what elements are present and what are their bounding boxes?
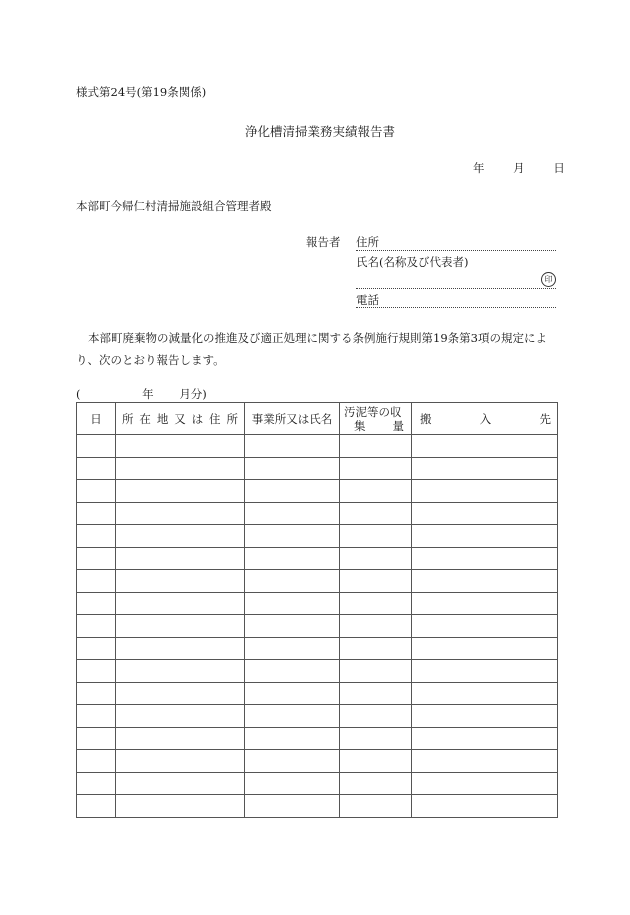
cell-day[interactable]: [77, 457, 116, 480]
cell-destination[interactable]: [412, 615, 558, 638]
cell-sludge-amount[interactable]: [340, 435, 412, 458]
cell-location[interactable]: [116, 480, 245, 503]
cell-destination[interactable]: [412, 570, 558, 593]
cell-sludge-amount[interactable]: [340, 682, 412, 705]
date-month: 月: [513, 161, 525, 175]
table-row: [77, 547, 558, 570]
addressee: 本部町今帰仁村清掃施設組合管理者殿: [76, 199, 272, 213]
table-row: [77, 727, 558, 750]
cell-business-name[interactable]: [245, 772, 340, 795]
cell-day[interactable]: [77, 435, 116, 458]
cell-day[interactable]: [77, 660, 116, 683]
cell-sludge-amount[interactable]: [340, 480, 412, 503]
table-row: [77, 570, 558, 593]
cell-sludge-amount[interactable]: [340, 750, 412, 773]
cell-location[interactable]: [116, 547, 245, 570]
cell-business-name[interactable]: [245, 457, 340, 480]
table-row: [77, 457, 558, 480]
cell-business-name[interactable]: [245, 727, 340, 750]
cell-business-name[interactable]: [245, 682, 340, 705]
cell-destination[interactable]: [412, 480, 558, 503]
cell-location[interactable]: [116, 502, 245, 525]
cell-day[interactable]: [77, 637, 116, 660]
header-day: 日: [77, 403, 116, 435]
table-row: [77, 772, 558, 795]
cell-day[interactable]: [77, 547, 116, 570]
cell-day[interactable]: [77, 727, 116, 750]
cell-destination[interactable]: [412, 705, 558, 728]
table-row: [77, 795, 558, 818]
cell-location[interactable]: [116, 637, 245, 660]
cell-destination[interactable]: [412, 637, 558, 660]
form-number: 様式第24号(第19条関係): [76, 85, 207, 99]
period-year: 年: [142, 387, 154, 401]
cell-day[interactable]: [77, 570, 116, 593]
table-row: [77, 750, 558, 773]
table-row: [77, 592, 558, 615]
cell-sludge-amount[interactable]: [340, 502, 412, 525]
cell-sludge-amount[interactable]: [340, 727, 412, 750]
cell-sludge-amount[interactable]: [340, 570, 412, 593]
cell-location[interactable]: [116, 682, 245, 705]
cell-location[interactable]: [116, 457, 245, 480]
period-open: (: [76, 387, 81, 401]
cell-business-name[interactable]: [245, 795, 340, 818]
table-row: [77, 660, 558, 683]
cell-destination[interactable]: [412, 592, 558, 615]
cell-destination[interactable]: [412, 502, 558, 525]
cell-business-name[interactable]: [245, 592, 340, 615]
table-row: [77, 525, 558, 548]
cell-location[interactable]: [116, 435, 245, 458]
table-row: [77, 615, 558, 638]
cell-business-name[interactable]: [245, 750, 340, 773]
cell-destination[interactable]: [412, 525, 558, 548]
cell-business-name[interactable]: [245, 480, 340, 503]
report-date: [473, 160, 565, 176]
body-text: 本部町廃棄物の減量化の推進及び適正処理に関する条例施行規則第19条第3項の規定により、次のとおり報告します。: [76, 331, 547, 367]
cell-business-name[interactable]: [245, 525, 340, 548]
cell-location[interactable]: [116, 772, 245, 795]
cell-business-name[interactable]: [245, 547, 340, 570]
date-day: 日: [553, 161, 565, 175]
cell-day[interactable]: [77, 705, 116, 728]
phone-line: [356, 307, 556, 308]
report-table: [76, 402, 558, 818]
cell-day[interactable]: [77, 592, 116, 615]
cell-destination[interactable]: [412, 660, 558, 683]
cell-sludge-amount[interactable]: [340, 592, 412, 615]
header-sludge-amount: 汚泥等の収 集 量: [340, 403, 412, 435]
table-row: [77, 682, 558, 705]
cell-location[interactable]: [116, 795, 245, 818]
cell-destination[interactable]: [412, 750, 558, 773]
cell-business-name[interactable]: [245, 637, 340, 660]
cell-business-name[interactable]: [245, 502, 340, 525]
header-location: 所 在 地 又 は 住 所: [116, 403, 245, 435]
table-header-row: [77, 403, 558, 435]
cell-location[interactable]: [116, 570, 245, 593]
cell-sludge-amount[interactable]: [340, 795, 412, 818]
cell-destination[interactable]: [412, 457, 558, 480]
cell-location[interactable]: [116, 705, 245, 728]
period-line: [76, 386, 207, 402]
cell-business-name[interactable]: [245, 660, 340, 683]
cell-location[interactable]: [116, 750, 245, 773]
name-label: 氏名(名称及び代表者): [356, 255, 469, 269]
table-row: [77, 480, 558, 503]
cell-business-name[interactable]: [245, 705, 340, 728]
date-year: 年: [473, 161, 485, 175]
cell-location[interactable]: [116, 592, 245, 615]
cell-day[interactable]: [77, 615, 116, 638]
cell-sludge-amount[interactable]: [340, 660, 412, 683]
cell-sludge-amount[interactable]: [340, 637, 412, 660]
cell-day[interactable]: [77, 682, 116, 705]
cell-destination[interactable]: [412, 435, 558, 458]
header-business-name: 事業所又は氏名: [245, 403, 340, 435]
cell-destination[interactable]: [412, 795, 558, 818]
seal-mark: 印: [541, 272, 556, 287]
address-line: [356, 250, 556, 251]
header-destination: 搬 入 先: [412, 403, 558, 435]
cell-day[interactable]: [77, 480, 116, 503]
cell-sludge-amount[interactable]: [340, 525, 412, 548]
cell-sludge-amount[interactable]: [340, 615, 412, 638]
table-row: [77, 435, 558, 458]
cell-business-name[interactable]: [245, 570, 340, 593]
cell-day[interactable]: [77, 525, 116, 548]
cell-sludge-amount[interactable]: [340, 772, 412, 795]
cell-destination[interactable]: [412, 547, 558, 570]
cell-business-name[interactable]: [245, 435, 340, 458]
cell-day[interactable]: [77, 772, 116, 795]
cell-day[interactable]: [77, 750, 116, 773]
cell-sludge-amount[interactable]: [340, 547, 412, 570]
cell-business-name[interactable]: [245, 615, 340, 638]
period-month: 月分): [179, 387, 207, 401]
cell-sludge-amount[interactable]: [340, 705, 412, 728]
cell-location[interactable]: [116, 727, 245, 750]
table-row: [77, 637, 558, 660]
cell-location[interactable]: [116, 615, 245, 638]
cell-location[interactable]: [116, 525, 245, 548]
table-row: [77, 705, 558, 728]
cell-day[interactable]: [77, 795, 116, 818]
phone-label: 電話: [356, 293, 379, 307]
cell-sludge-amount[interactable]: [340, 457, 412, 480]
cell-destination[interactable]: [412, 772, 558, 795]
name-line: [356, 288, 556, 289]
cell-location[interactable]: [116, 660, 245, 683]
cell-destination[interactable]: [412, 682, 558, 705]
cell-destination[interactable]: [412, 727, 558, 750]
table-row: [77, 502, 558, 525]
reporter-label: 報告者: [306, 235, 341, 249]
address-label: 住所: [356, 235, 379, 249]
cell-day[interactable]: [77, 502, 116, 525]
document-title: 浄化槽清掃業務実績報告書: [245, 124, 396, 139]
